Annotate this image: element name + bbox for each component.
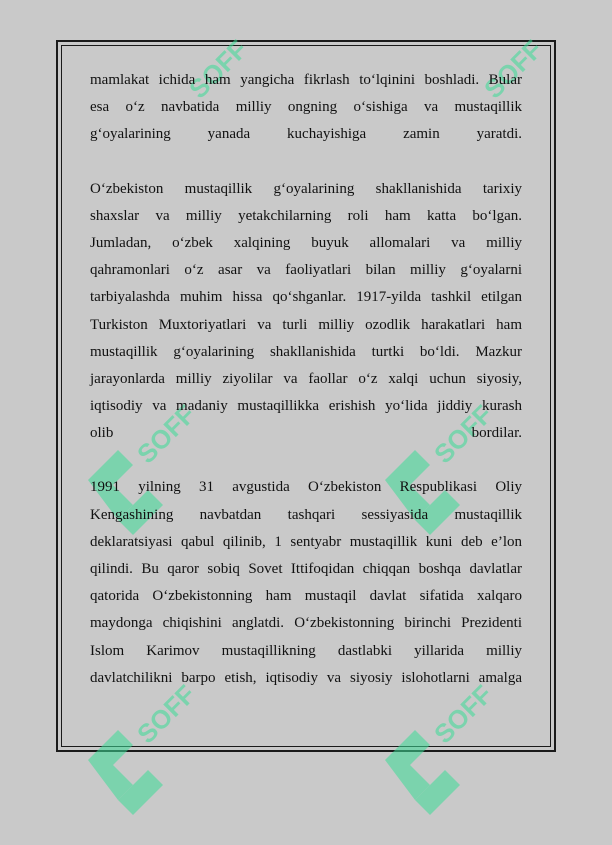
text-line: Jumladan, o‘zbek xalqining buyuk allomalari va milliy bbox=[90, 234, 522, 251]
text-line: qahramonlari o‘z asar va faoliyatlari bilan milliy g‘oyalarni bbox=[90, 262, 522, 279]
text-line: mustaqillik g‘oyalarining shakllanishida turtki bo‘ldi. Mazkur bbox=[90, 343, 522, 360]
svg-text:SOFF: SOFF bbox=[428, 398, 499, 470]
svg-text:SOFF: SOFF bbox=[131, 398, 202, 470]
text-line: mamlakat ichida ham yangicha fikrlash to‘lqinini boshladi. Bular bbox=[90, 72, 522, 88]
text-line: maydonga chiqishini anglatdi. O‘zbekistonning birinchi Prezidenti bbox=[90, 615, 522, 632]
svg-text:SOFF: SOFF bbox=[478, 33, 549, 105]
text-line: qatorida O‘zbekistonning ham mustaqil davlat sifatida xalqaro bbox=[90, 588, 522, 605]
text-line: Islom Karimov mustaqillikning dastlabki yillarida milliy bbox=[90, 642, 522, 659]
text-line: qilindi. Bu qaror sobiq Sovet Ittifoqidan chiqqan boshqa davlatlar bbox=[90, 561, 522, 577]
text-line: deklaratsiyasi qabul qilinib, 1 sentyabr mustaqillik kuni deb e’lon bbox=[90, 533, 522, 550]
text-line: Turkiston Muxtoriyatlari va turli milliy ozodlik harakatlari ham bbox=[90, 316, 522, 333]
text-line: Kengashining navbatdan tashqari sessiyasida mustaqillik bbox=[90, 506, 522, 523]
text-line: davlatchilikni barpo etish, iqtisodiy va siyosiy islohotlarni amalga bbox=[90, 669, 522, 686]
paragraph bbox=[90, 474, 522, 692]
svg-text:SOFF: SOFF bbox=[428, 678, 499, 750]
watermark-logo bbox=[78, 678, 208, 840]
text-line: 1991 yilning 31 avgustida O‘zbekiston Respublikasi Oliy bbox=[90, 479, 522, 496]
text-line: tarbiyalashda muhim hissa qo‘shganlar. 1917-yilda tashkil etilgan bbox=[90, 289, 522, 306]
text-line: O‘zbekiston mustaqillik g‘oyalarining shakllanishida tarixiy bbox=[90, 180, 522, 197]
text-line: esa o‘z navbatida milliy ongning o‘sishiga va mustaqillik bbox=[90, 99, 522, 116]
text-line: shaxslar va milliy yetakchilarning roli ham katta bo‘lgan. bbox=[90, 207, 522, 224]
paragraph bbox=[90, 176, 522, 448]
svg-text:SOFF: SOFF bbox=[183, 33, 254, 105]
document-body bbox=[90, 67, 522, 692]
svg-text:SOFF: SOFF bbox=[131, 678, 202, 750]
text-line: iqtisodiy va madaniy mustaqillikka erishish yo‘lida jiddiy kurash bbox=[90, 398, 522, 415]
text-line: olib bordilar. bbox=[90, 425, 522, 442]
watermark-logo bbox=[375, 678, 505, 840]
paragraph bbox=[90, 67, 522, 149]
text-line: jarayonlarda milliy ziyolilar va faollar o‘z xalqi uchun siyosiy, bbox=[90, 370, 522, 387]
text-line: g‘oyalarining yanada kuchayishiga zamin yaratdi. bbox=[90, 126, 522, 143]
